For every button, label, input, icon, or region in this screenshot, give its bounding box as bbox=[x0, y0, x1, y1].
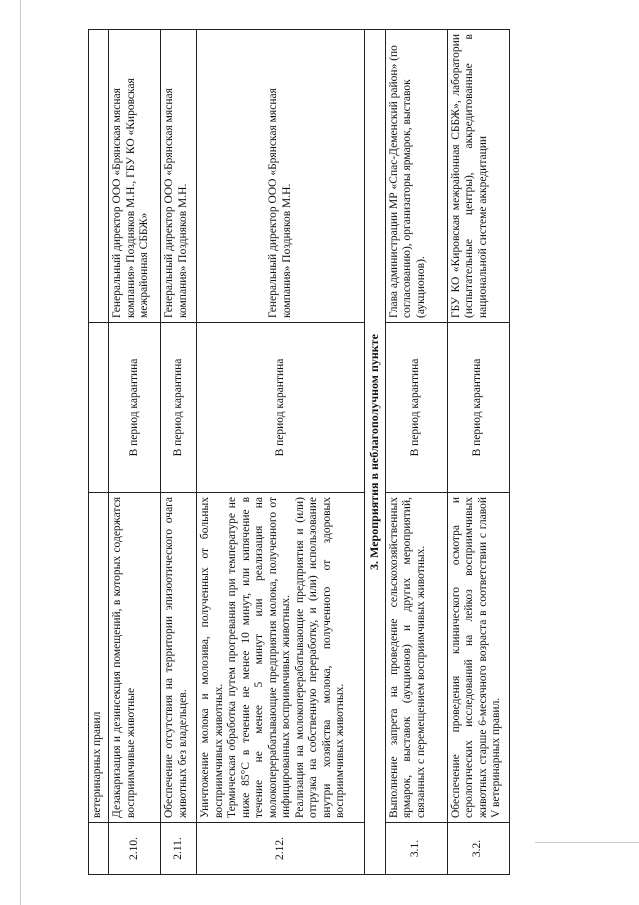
measure-cell bbox=[197, 493, 365, 823]
period-cell: В период карантина bbox=[385, 323, 447, 493]
period-cell bbox=[89, 323, 109, 493]
period-cell: В период карантина bbox=[109, 323, 161, 493]
responsible-cell: ГБУ КО «Кировская межрайонная СББЖ», лаборатории (испытательные центры), аккредитованные в национальной системе аккредитации bbox=[447, 30, 509, 323]
measure-paragraph: Реализация на молокоперерабатывающие предприятия и (или) отгрузка на собственную переработку, и (или) использование внутри хозяйства молока, полученного от здоровых восприимчивых животных. bbox=[293, 497, 346, 818]
measures-table bbox=[88, 29, 510, 875]
table-row bbox=[161, 30, 197, 875]
table-row bbox=[89, 30, 109, 875]
table-row bbox=[197, 30, 365, 875]
section-title: 3. Мероприятия в неблагополучном пункте bbox=[365, 30, 386, 875]
period-cell: В период карантина bbox=[197, 323, 365, 493]
period-cell: В период карантина bbox=[447, 323, 509, 493]
section-header-row bbox=[365, 30, 386, 875]
row-number-cell bbox=[89, 823, 109, 875]
row-number-cell: 2.11. bbox=[161, 823, 197, 875]
measure-cell: Дезакаризация и дезинсекция помещений, в которых содержатся восприимчивые животные bbox=[109, 493, 161, 823]
period-cell: В период карантина bbox=[161, 323, 197, 493]
measure-paragraph: Термическая обработка путем прогревания при температуре не ниже 85°С в течение не менее 10 минут, или кипячение в течение не менее 5 минут или реализация на молокоперерабатывающие предприятия молока, полученного от инфицированных восприимчивых животных. bbox=[226, 497, 292, 818]
rotated-table-container bbox=[88, 30, 508, 875]
row-number-cell: 2.10. bbox=[109, 823, 161, 875]
table-row bbox=[109, 30, 161, 875]
responsible-cell: Глава администрации МР «Спас-Деменский район» (по согласованию), организаторы ярмарок, выставок (аукционов). bbox=[385, 30, 447, 323]
measure-cell: Обеспечение проведения клинического осмотра и серологических исследований на лейкоз восприимчивых животных старше 6-месячного возраста в соответствии с главой V ветеринарных правил. bbox=[447, 493, 509, 823]
responsible-cell: Генеральный директор ООО «Брянская мясная компания» Поздняков М.Н., ГБУ КО «Кировская межрайонная СББЖ» bbox=[109, 30, 161, 323]
row-number-cell: 3.2. bbox=[447, 823, 509, 875]
measure-cell: ветеринарных правил bbox=[89, 493, 109, 823]
table-row bbox=[385, 30, 447, 875]
scan-artifact-line bbox=[535, 842, 639, 843]
row-number-cell: 3.1. bbox=[385, 823, 447, 875]
responsible-cell bbox=[89, 30, 109, 323]
row-number-cell: 2.12. bbox=[197, 823, 365, 875]
measure-cell: Выполнение запрета на проведение сельскохозяйственных ярмарок, выставок (аукционов) и других мероприятий, связанных с перемещением восприимчивых животных. bbox=[385, 493, 447, 823]
scan-artifact-line bbox=[20, 0, 21, 905]
measure-paragraph: Уничтожение молока и молозива, полученных от больных восприимчивых животных. bbox=[199, 497, 225, 818]
table-row bbox=[447, 30, 509, 875]
measure-cell: Обеспечение отсутствия на территории эпизоотического очага животных без владельцев. bbox=[161, 493, 197, 823]
responsible-cell: Генеральный директор ООО «Брянская мясная компания» Поздняков М.Н. bbox=[197, 30, 365, 323]
responsible-cell: Генеральный директор ООО «Брянская мясная компания» Поздняков М.Н. bbox=[161, 30, 197, 323]
